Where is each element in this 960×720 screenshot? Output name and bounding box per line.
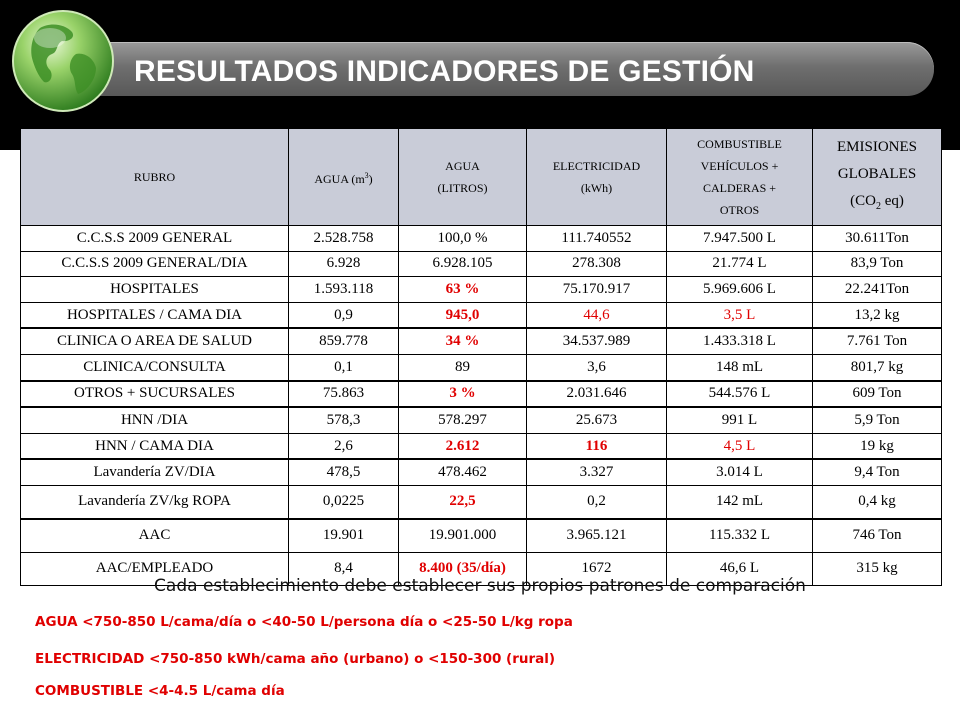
table-cell: CLINICA/CONSULTA bbox=[21, 354, 289, 380]
table-cell: 0,2 bbox=[527, 485, 667, 519]
table-header-row bbox=[21, 129, 942, 226]
globe-icon bbox=[10, 8, 116, 114]
table-row bbox=[21, 226, 942, 252]
table-row bbox=[21, 354, 942, 380]
col-header-rubro: RUBRO bbox=[21, 129, 289, 226]
table-cell: 75.863 bbox=[289, 381, 399, 408]
table-cell: 2.031.646 bbox=[527, 381, 667, 408]
table-row bbox=[21, 433, 942, 459]
table-cell: 111.740552 bbox=[527, 226, 667, 252]
table-cell: 100,0 % bbox=[399, 226, 527, 252]
table-cell: 3,5 L bbox=[667, 302, 813, 328]
table-row bbox=[21, 328, 942, 354]
table-cell: 578,3 bbox=[289, 407, 399, 433]
table-cell: 8,4 bbox=[289, 552, 399, 585]
table-cell: HNN / CAMA DIA bbox=[21, 433, 289, 459]
table-row bbox=[21, 519, 942, 553]
table-cell: 6.928.105 bbox=[399, 251, 527, 277]
table-cell: AAC/EMPLEADO bbox=[21, 552, 289, 585]
table-cell: OTROS + SUCURSALES bbox=[21, 381, 289, 408]
table-cell: 19 kg bbox=[813, 433, 942, 459]
table-cell: 945,0 bbox=[399, 302, 527, 328]
table-cell: 5.969.606 L bbox=[667, 277, 813, 303]
table-cell: 315 kg bbox=[813, 552, 942, 585]
table-cell: AAC bbox=[21, 519, 289, 553]
table-row bbox=[21, 251, 942, 277]
table-cell: 578.297 bbox=[399, 407, 527, 433]
table-cell: 3 % bbox=[399, 381, 527, 408]
table-cell: 34 % bbox=[399, 328, 527, 354]
table-cell: 1672 bbox=[527, 552, 667, 585]
table-cell: 116 bbox=[527, 433, 667, 459]
table-row bbox=[21, 381, 942, 408]
table-cell: Lavandería ZV/kg ROPA bbox=[21, 485, 289, 519]
table-cell: 0,9 bbox=[289, 302, 399, 328]
col-header-combustible: COMBUSTIBLE VEHÍCULOS + CALDERAS + OTROS bbox=[667, 129, 813, 226]
table-cell: 746 Ton bbox=[813, 519, 942, 553]
table-cell: C.C.S.S 2009 GENERAL/DIA bbox=[21, 251, 289, 277]
table-cell: 6.928 bbox=[289, 251, 399, 277]
table-cell: 544.576 L bbox=[667, 381, 813, 408]
table-row bbox=[21, 277, 942, 303]
col-header-emisiones: EMISIONES GLOBALES ($CO_2$ eq) bbox=[813, 129, 942, 226]
table-cell: 0,4 kg bbox=[813, 485, 942, 519]
table-cell: 7.761 Ton bbox=[813, 328, 942, 354]
table-row bbox=[21, 485, 942, 519]
table-cell: 2.528.758 bbox=[289, 226, 399, 252]
table-cell: 3,6 bbox=[527, 354, 667, 380]
note-agua: AGUA <750-850 L/cama/día o <40-50 L/persona día o <25-50 L/kg ropa bbox=[35, 614, 573, 630]
table-cell: 19.901 bbox=[289, 519, 399, 553]
indicators-table bbox=[20, 128, 942, 586]
table-cell: 0,0225 bbox=[289, 485, 399, 519]
table-cell: 7.947.500 L bbox=[667, 226, 813, 252]
table-cell: 83,9 Ton bbox=[813, 251, 942, 277]
table-cell: 1.433.318 L bbox=[667, 328, 813, 354]
comparison-caption: Cada establecimiento debe establecer sus propios patrones de comparación bbox=[154, 576, 806, 596]
table-cell: 34.537.989 bbox=[527, 328, 667, 354]
table-cell: 8.400 (35/día) bbox=[399, 552, 527, 585]
table-cell: C.C.S.S 2009 GENERAL bbox=[21, 226, 289, 252]
table-cell: 4,5 L bbox=[667, 433, 813, 459]
table-cell: 75.170.917 bbox=[527, 277, 667, 303]
table-cell: 13,2 kg bbox=[813, 302, 942, 328]
table-row bbox=[21, 407, 942, 433]
table-cell: 21.774 L bbox=[667, 251, 813, 277]
table-cell: 89 bbox=[399, 354, 527, 380]
table-cell: 63 % bbox=[399, 277, 527, 303]
table-cell: 9,4 Ton bbox=[813, 459, 942, 485]
table-cell: 115.332 L bbox=[667, 519, 813, 553]
table-cell: 801,7 kg bbox=[813, 354, 942, 380]
table-cell: 3.014 L bbox=[667, 459, 813, 485]
table-cell: CLINICA O AREA DE SALUD bbox=[21, 328, 289, 354]
table-cell: 142 mL bbox=[667, 485, 813, 519]
table-cell: 22.241Ton bbox=[813, 277, 942, 303]
table-cell: 2.612 bbox=[399, 433, 527, 459]
table-row bbox=[21, 302, 942, 328]
table-cell: 2,6 bbox=[289, 433, 399, 459]
note-electricidad: ELECTRICIDAD <750-850 kWh/cama año (urbano) o <150-300 (rural) bbox=[35, 651, 556, 667]
table-cell: 22,5 bbox=[399, 485, 527, 519]
table-cell: 478.462 bbox=[399, 459, 527, 485]
table-cell: HNN /DIA bbox=[21, 407, 289, 433]
col-header-agua-m3: AGUA $(m^3)$ bbox=[289, 129, 399, 226]
table-cell: 478,5 bbox=[289, 459, 399, 485]
table-cell: 30.611Ton bbox=[813, 226, 942, 252]
table-cell: 1.593.118 bbox=[289, 277, 399, 303]
table-row bbox=[21, 459, 942, 485]
col-header-agua-litros: AGUA (LITROS) bbox=[399, 129, 527, 226]
table-cell: Lavandería ZV/DIA bbox=[21, 459, 289, 485]
page-title: RESULTADOS INDICADORES DE GESTIÓN bbox=[134, 55, 755, 88]
table-cell: 19.901.000 bbox=[399, 519, 527, 553]
table-cell: HOSPITALES / CAMA DIA bbox=[21, 302, 289, 328]
table-cell: 3.327 bbox=[527, 459, 667, 485]
table-cell: 609 Ton bbox=[813, 381, 942, 408]
table-cell: 44,6 bbox=[527, 302, 667, 328]
table-cell: 0,1 bbox=[289, 354, 399, 380]
table-cell: 859.778 bbox=[289, 328, 399, 354]
table-cell: HOSPITALES bbox=[21, 277, 289, 303]
table-cell: 3.965.121 bbox=[527, 519, 667, 553]
table-cell: 278.308 bbox=[527, 251, 667, 277]
col-header-electricidad: ELECTRICIDAD (kWh) bbox=[527, 129, 667, 226]
table-cell: 46,6 L bbox=[667, 552, 813, 585]
table-cell: 991 L bbox=[667, 407, 813, 433]
table-cell: 148 mL bbox=[667, 354, 813, 380]
table-cell: 5,9 Ton bbox=[813, 407, 942, 433]
note-combustible: COMBUSTIBLE <4-4.5 L/cama día bbox=[35, 683, 285, 699]
table-cell: 25.673 bbox=[527, 407, 667, 433]
